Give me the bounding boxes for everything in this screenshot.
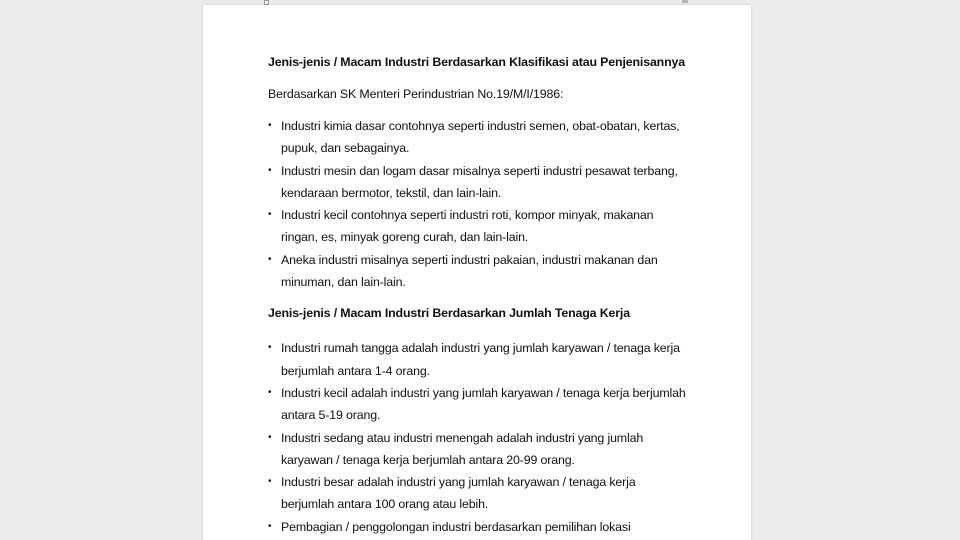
list-item (268, 160, 688, 205)
bullet-icon: • (268, 386, 272, 398)
list-item-text: Industri besar adalah industri yang jumlah karyawan / tenaga kerja berjumlah antara 100 orang atau lebih. (281, 475, 636, 512)
list-item-text: Pembagian / penggolongan industri berdasarkan pemilihan lokasi (281, 519, 631, 534)
list-item-text: Industri sedang atau industri menengah adalah industri yang jumlah karyawan / tenaga kerja berjumlah antara 20-99 orang. (281, 430, 644, 467)
list-item (268, 427, 688, 472)
tenaga-kerja-list (268, 337, 688, 538)
bullet-icon: • (268, 342, 272, 354)
list-item (268, 516, 688, 538)
page-content (268, 51, 688, 538)
page-corner-marker-right (682, 0, 688, 3)
bullet-icon: • (268, 164, 272, 176)
section-heading-tenaga-kerja: Jenis-jenis / Macam Industri Berdasarkan Jumlah Tenaga Kerja (268, 306, 630, 321)
list-item (268, 382, 688, 427)
list-item-text: Industri mesin dan logam dasar misalnya seperti industri pesawat terbang, kendaraan bermotor, tekstil, dan lain-lain. (281, 163, 678, 200)
bullet-icon: • (268, 120, 272, 131)
bullet-icon: • (268, 209, 272, 221)
list-item (268, 204, 688, 249)
section-heading-klasifikasi: Jenis-jenis / Macam Industri Berdasarkan Klasifikasi atau Penjenisannya (268, 55, 686, 69)
klasifikasi-list (268, 115, 688, 293)
list-item (268, 471, 688, 516)
bullet-icon: • (268, 431, 272, 443)
list-item-text: Industri kecil adalah industri yang jumlah karyawan / tenaga kerja berjumlah antara 5-19 orang. (281, 385, 686, 423)
bullet-icon: • (268, 253, 272, 265)
list-item (268, 249, 688, 294)
document-page (203, 5, 751, 540)
bullet-icon: • (268, 520, 272, 532)
list-item (268, 337, 688, 382)
list-item-text: Industri rumah tangga adalah industri yang jumlah karyawan / tenaga kerja berjumlah antara 1-4 orang. (281, 341, 680, 378)
list-item-text: Industri kimia dasar contohnya seperti industri semen, obat-obatan, kertas, pupuk, dan sebagainya. (281, 119, 680, 156)
intro-paragraph: Berdasarkan SK Menteri Perindustrian No.19/M/I/1986: (268, 87, 564, 101)
list-item-text: Aneka industri misalnya seperti industri pakaian, industri makanan dan minuman, dan lain-lain. (281, 252, 658, 290)
list-item-text: Industri kecil contohnya seperti industri roti, kompor minyak, makanan ringan, es, minyak goreng curah, dan lain-lain. (281, 208, 654, 245)
bullet-icon: • (268, 476, 272, 488)
list-item (268, 115, 688, 160)
